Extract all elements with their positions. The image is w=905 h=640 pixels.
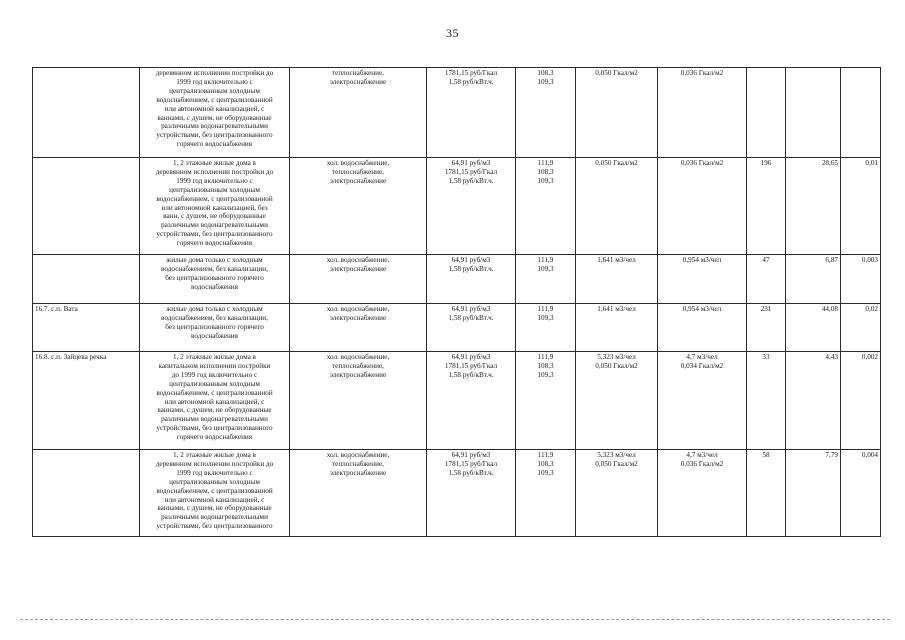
cell-services	[290, 255, 427, 304]
cell-line: 1, 2 этажные жилые дома в	[173, 159, 256, 167]
cell-services	[290, 68, 427, 158]
cell-line: 64,91 руб/м3	[451, 451, 491, 459]
cell-line: теплоснабжение,	[332, 69, 384, 77]
cell-norm-a	[576, 352, 658, 450]
cell-share: 0,002	[841, 352, 881, 450]
cell-share: 0,004	[841, 450, 881, 537]
cell-line: централизованным холодным	[169, 86, 260, 95]
cell-line: 111,9	[537, 451, 554, 459]
cell-line: деревянном исполнении постройки до	[155, 459, 274, 468]
cell-line: водоснабжением, с централизованной	[156, 194, 273, 203]
cell-line: 0,954 м3/чел	[682, 256, 722, 264]
cell-line: жилые дома только с холодным	[166, 305, 263, 313]
cell-tariffs	[427, 158, 516, 255]
cell-services	[290, 158, 427, 255]
cell-line: 109,3	[537, 313, 554, 322]
cell-line: жилые дома только с холодным	[166, 256, 263, 264]
table-body	[33, 68, 881, 537]
cell-line: устройствами, без централизованного	[156, 131, 273, 140]
cell-tariffs	[427, 352, 516, 450]
cell-line: 109,3	[537, 77, 554, 86]
cell-line: 0,036 Гкал/м2	[680, 459, 724, 468]
cell-line: 64,91 руб/м3	[451, 256, 491, 264]
cell-coefficients	[516, 304, 576, 352]
cell-norm-a	[576, 68, 658, 158]
cell-services	[290, 352, 427, 450]
cell-line: 109,3	[537, 264, 554, 273]
cell-line: 1781,15 руб/Гкал	[444, 459, 498, 468]
cell-line: водоснабжением, с централизованной	[156, 95, 273, 104]
table-row	[33, 352, 881, 450]
cell-line: 1,58 руб/кВт.ч.	[448, 264, 494, 273]
cell-value: 28,65	[786, 158, 841, 255]
cell-share: 0,01	[841, 158, 881, 255]
cell-line: электроснабжение	[329, 313, 387, 322]
cell-norm-b	[658, 352, 747, 450]
cell-count: 196	[747, 158, 786, 255]
cell-line: 0,036 Гкал/м2	[680, 159, 724, 167]
cell-line: 1999 год включительно с	[176, 176, 253, 185]
cell-line: различными водонагревательными	[161, 221, 268, 230]
cell-count: 58	[747, 450, 786, 537]
cell-line: устройствами, без централизованного	[156, 230, 273, 239]
cell-line: ваннами, с душем, не оборудованные	[157, 504, 272, 513]
cell-line: 111,9	[537, 159, 554, 167]
cell-line: различными водонагревательными	[161, 415, 268, 424]
cell-line: без централизованного горячего	[165, 322, 264, 331]
cell-tariffs	[427, 450, 516, 537]
cell-settlement: 16.7. с.п. Вата	[33, 304, 140, 352]
cell-coefficients	[516, 68, 576, 158]
table-row	[33, 68, 881, 158]
cell-line: 1999 год включительно с	[176, 77, 253, 86]
cell-line: водоснабжения	[191, 331, 238, 340]
table-row	[33, 304, 881, 352]
cell-settlement	[33, 450, 140, 537]
cell-line: различными водонагревательными	[161, 513, 268, 522]
cell-line: 111,9	[537, 256, 554, 264]
cell-line: устройствами, без централизованного	[156, 424, 273, 433]
cell-line: 108,3	[537, 167, 554, 176]
cell-value: 6,87	[786, 255, 841, 304]
cell-line: электроснабжение	[329, 370, 387, 379]
tariff-table	[32, 67, 881, 537]
cell-line: ваннами, с душем, не оборудованные	[157, 113, 272, 122]
page-number: 35	[446, 26, 459, 40]
cell-line: 108,3	[537, 69, 554, 77]
cell-line: электроснабжение	[329, 264, 387, 273]
cell-line: теплоснабжение,	[332, 459, 384, 468]
cell-value	[786, 68, 841, 158]
cell-line: 0,050 Гкал/м2	[595, 69, 638, 77]
cell-line: централизованным холодным	[169, 185, 260, 194]
cell-count: 231	[747, 304, 786, 352]
cell-line: ванн, с душем, не оборудованные	[163, 212, 266, 221]
cell-norm-a	[576, 304, 658, 352]
cell-coefficients	[516, 352, 576, 450]
cell-line: водоснабжением, с централизованной	[156, 388, 273, 397]
cell-description	[140, 450, 290, 537]
cell-tariffs	[427, 255, 516, 304]
cell-line: устройствами, без централизованного	[156, 522, 273, 531]
cell-line: хол. водоснабжение,	[326, 159, 390, 167]
cell-count	[747, 68, 786, 158]
cell-norm-a	[576, 255, 658, 304]
cell-share: 0,003	[841, 255, 881, 304]
cell-line: горячего водоснабжения	[176, 140, 253, 149]
cell-line: 0,954 м3/чел	[682, 305, 722, 313]
cell-line: или автономной канализацией, с	[164, 397, 265, 406]
cell-tariffs	[427, 68, 516, 158]
cell-value: 7,79	[786, 450, 841, 537]
cell-line: 1, 2 этажные жилые дома в	[173, 451, 256, 459]
cell-services	[290, 304, 427, 352]
cell-norm-b	[658, 158, 747, 255]
cell-description	[140, 255, 290, 304]
cell-line: горячего водоснабжения	[176, 433, 253, 442]
cell-count: 33	[747, 352, 786, 450]
cell-line: хол. водоснабжение,	[326, 305, 390, 313]
cell-line: водоснабжением, с централизованной	[156, 486, 273, 495]
cell-line: водоснабжением, без канализации,	[161, 264, 268, 273]
cell-line: 4,7 м3/чел	[686, 451, 718, 459]
cell-line: 109,3	[537, 176, 554, 185]
cell-line: 108,3	[537, 361, 554, 370]
cell-line: до 1999 год включительно с	[171, 370, 258, 379]
page-bottom-divider	[20, 619, 890, 620]
cell-coefficients	[516, 158, 576, 255]
cell-line: 111,9	[537, 353, 554, 361]
cell-line: теплоснабжение,	[332, 361, 384, 370]
cell-line: хол. водоснабжение,	[326, 256, 390, 264]
cell-line: 64,91 руб/м3	[451, 305, 491, 313]
cell-line: 108,3	[537, 459, 554, 468]
cell-line: теплоснабжение,	[332, 167, 384, 176]
cell-line: или автономной канализацией, с	[164, 495, 265, 504]
cell-settlement	[33, 255, 140, 304]
table-row	[33, 450, 881, 537]
cell-services	[290, 450, 427, 537]
cell-line: водоснабжения	[191, 282, 238, 291]
cell-count: 47	[747, 255, 786, 304]
cell-line: 109,3	[537, 468, 554, 477]
cell-line: 5,323 м3/чел	[597, 353, 636, 361]
cell-line: 1,58 руб/кВт.ч.	[448, 313, 494, 322]
cell-line: 0,034 Гкал/м2	[680, 361, 724, 370]
cell-norm-b	[658, 304, 747, 352]
table-row	[33, 158, 881, 255]
cell-norm-b	[658, 450, 747, 537]
cell-line: капитальном исполнении постройки	[158, 361, 271, 370]
cell-line: различными водонагревательными	[161, 122, 268, 131]
cell-line: горячего водоснабжения	[176, 239, 253, 248]
cell-line: 1781,15 руб/Гкал	[444, 69, 498, 77]
cell-value: 44,08	[786, 304, 841, 352]
cell-line: водоснабжением, без канализации,	[161, 313, 268, 322]
cell-line: 1,58 руб/кВт.ч.	[448, 370, 494, 379]
cell-line: 1, 2 этажные жилые дома в	[173, 353, 256, 361]
cell-settlement	[33, 68, 140, 158]
cell-description	[140, 352, 290, 450]
cell-line: 1,58 руб/кВт.ч.	[448, 77, 494, 86]
cell-line: 111,9	[537, 305, 554, 313]
cell-line: 0,050 Гкал/м2	[595, 159, 638, 167]
cell-line: ваннами, с душем, не оборудованные	[157, 406, 272, 415]
cell-line: 0,050 Гкал/м2	[595, 459, 638, 468]
cell-coefficients	[516, 450, 576, 537]
cell-norm-b	[658, 68, 747, 158]
cell-line: хол. водоснабжение,	[326, 353, 390, 361]
cell-line: или автономной канализацией, с	[164, 104, 265, 113]
cell-norm-b	[658, 255, 747, 304]
cell-tariffs	[427, 304, 516, 352]
cell-line: 64,91 руб/м3	[451, 159, 491, 167]
cell-line: 1781,15 руб/Гкал	[444, 167, 498, 176]
cell-coefficients	[516, 255, 576, 304]
cell-norm-a	[576, 450, 658, 537]
table-row	[33, 255, 881, 304]
cell-settlement: 16.8. с.п. Зайцева речка	[33, 352, 140, 450]
cell-line: 5,323 м3/чел	[597, 451, 636, 459]
cell-line: деревянном исполнении постройки до	[155, 69, 274, 77]
cell-line: электроснабжение	[329, 77, 387, 86]
cell-settlement	[33, 158, 140, 255]
cell-line: 1,641 м3/чел	[597, 305, 636, 313]
cell-line: 1,641 м3/чел	[597, 256, 636, 264]
cell-line: 1999 год включительно с	[176, 468, 253, 477]
cell-line: 0,050 Гкал/м2	[595, 361, 638, 370]
cell-description	[140, 68, 290, 158]
cell-description	[140, 158, 290, 255]
cell-line: 109,3	[537, 370, 554, 379]
cell-line: 64,91 руб/м3	[451, 353, 491, 361]
cell-line: деревянном исполнении постройки до	[155, 167, 274, 176]
cell-line: электроснабжение	[329, 176, 387, 185]
cell-line: 1,58 руб/кВт.ч.	[448, 176, 494, 185]
cell-line: хол. водоснабжение,	[326, 451, 390, 459]
cell-line: 0,036 Гкал/м2	[680, 69, 724, 77]
cell-line: или автономной канализацией, без	[161, 203, 268, 212]
cell-line: 1,58 руб/кВт.ч.	[448, 468, 494, 477]
cell-share	[841, 68, 881, 158]
cell-line: 4,7 м3/чел	[686, 353, 718, 361]
cell-value: 4,43	[786, 352, 841, 450]
cell-line: 1781,15 руб/Гкал	[444, 361, 498, 370]
cell-description	[140, 304, 290, 352]
cell-share: 0,02	[841, 304, 881, 352]
cell-line: централизованным холодным	[169, 477, 260, 486]
cell-line: без централизованного горячего	[165, 273, 264, 282]
cell-norm-a	[576, 158, 658, 255]
cell-line: централизованным холодным	[169, 379, 260, 388]
cell-line: электроснабжение	[329, 468, 387, 477]
